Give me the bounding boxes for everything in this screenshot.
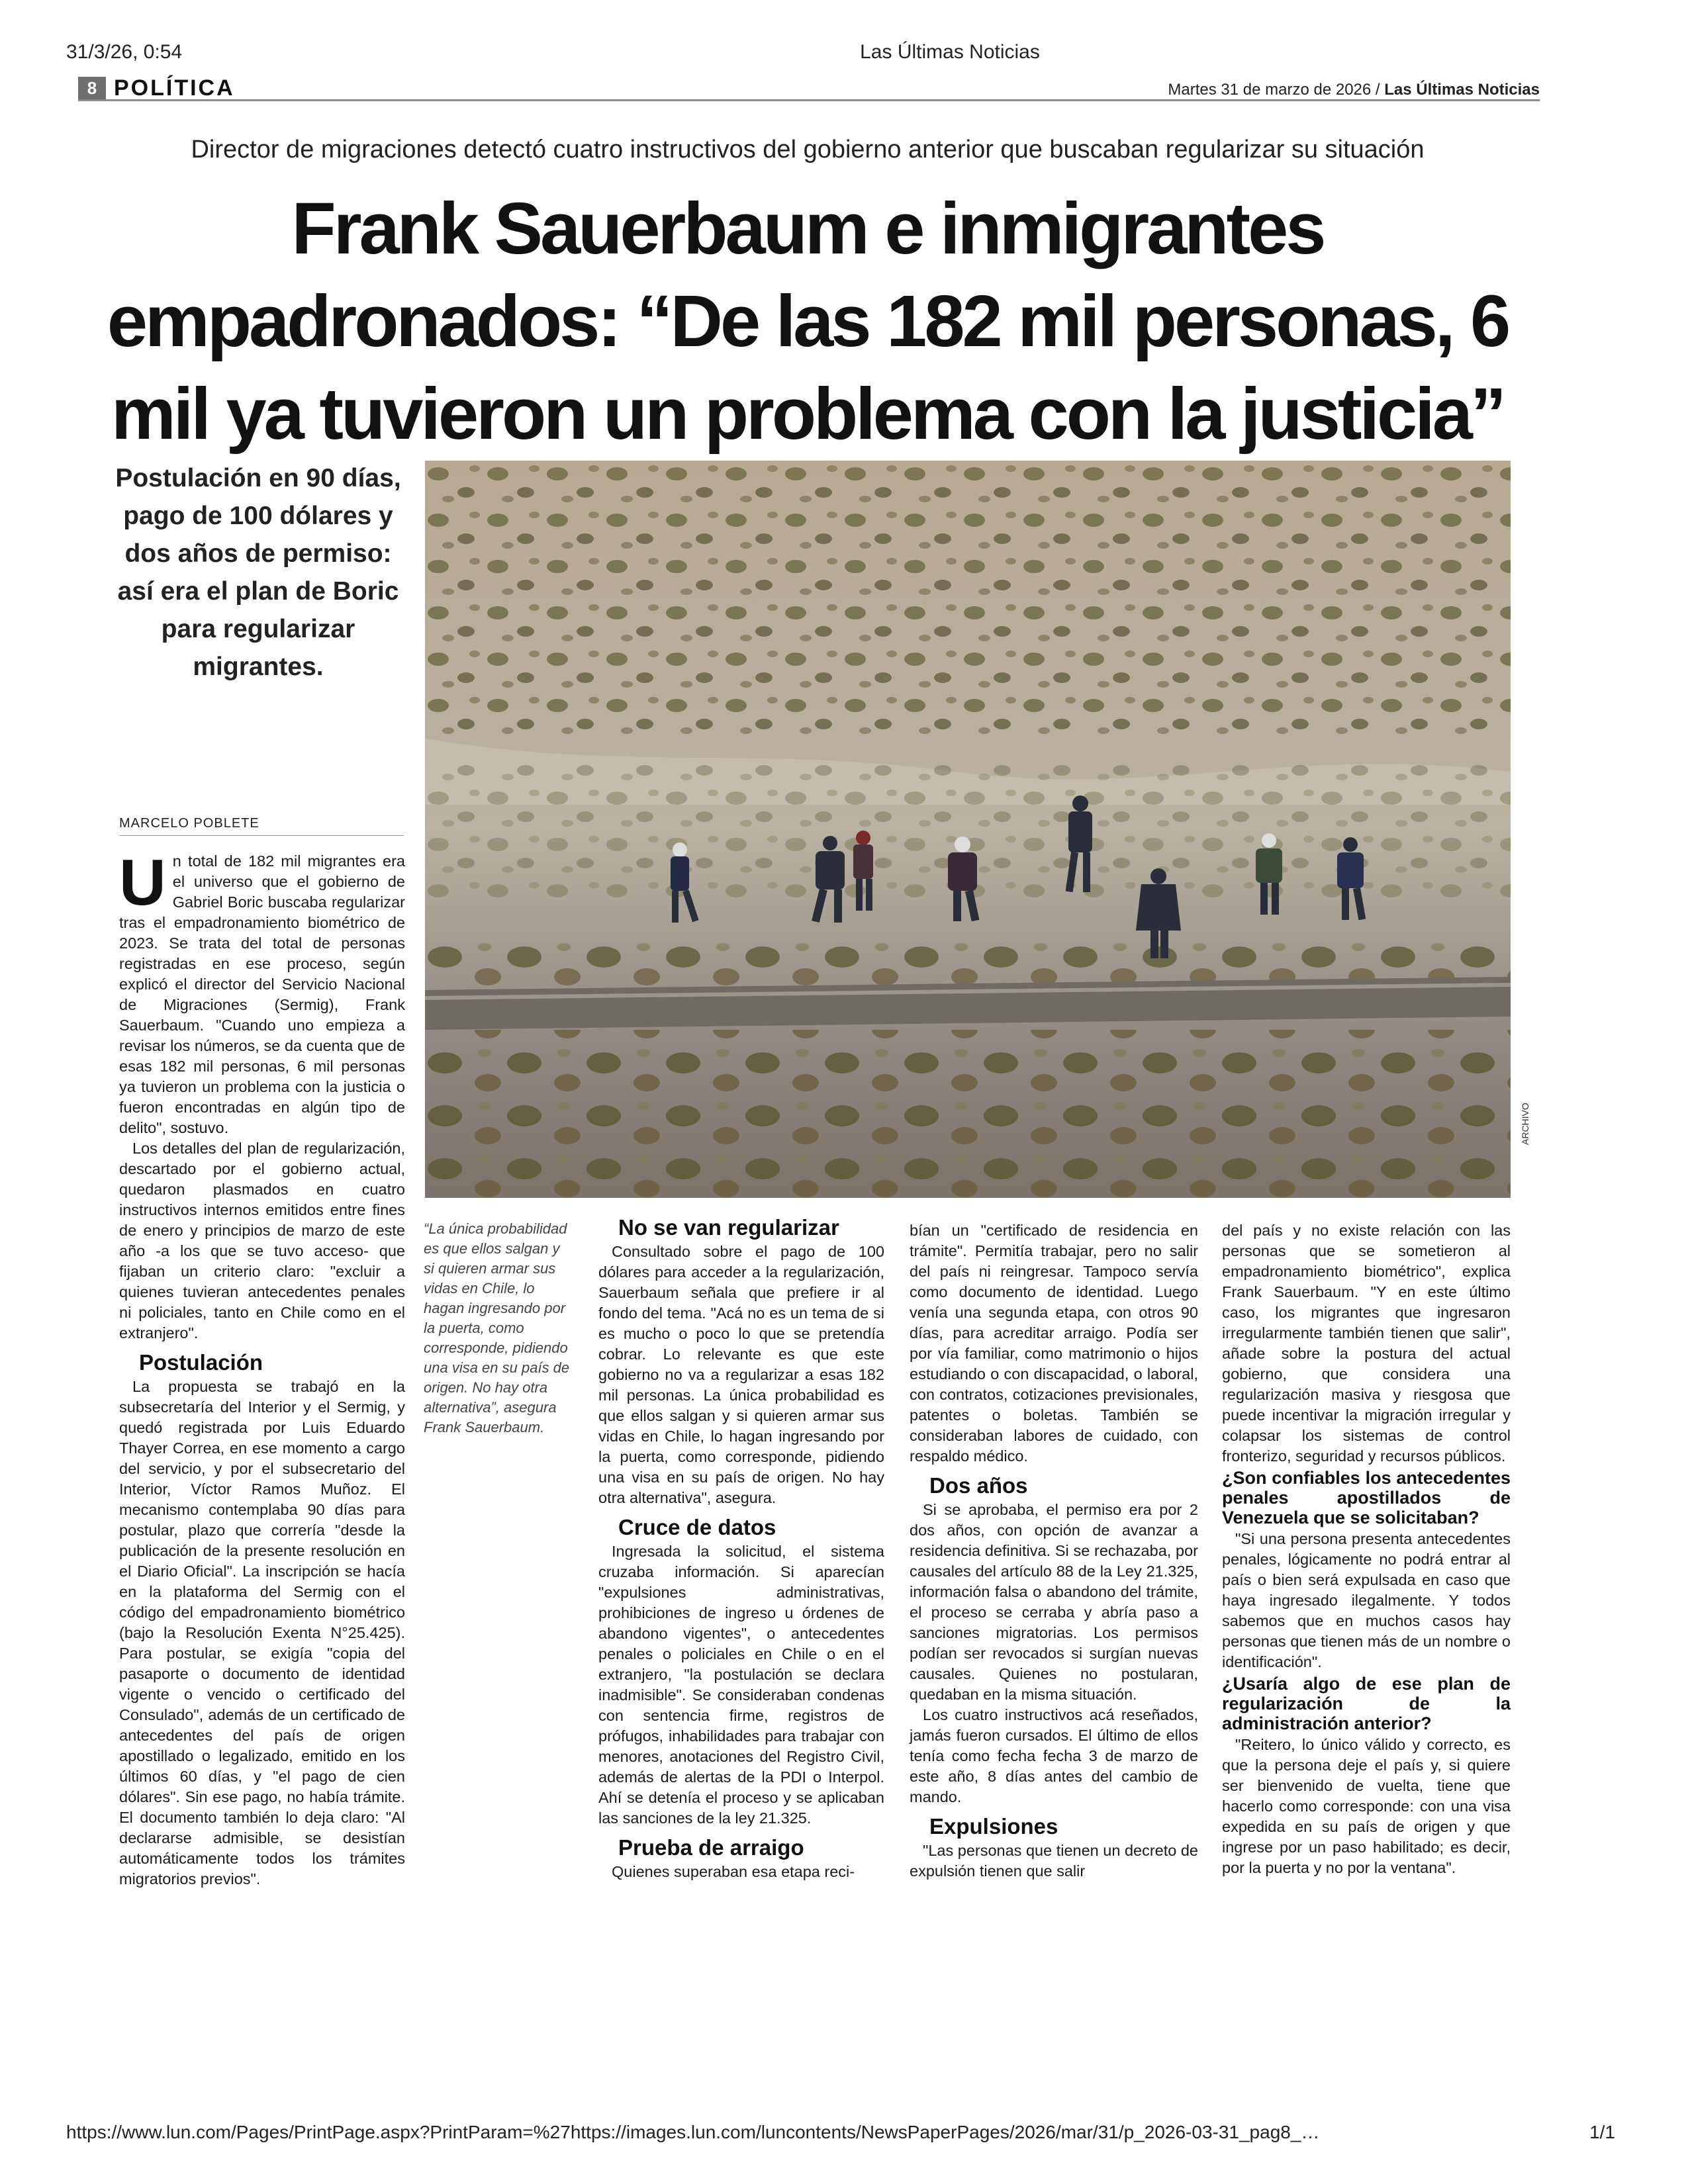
subheading-cruce-de-datos: Cruce de datos: [618, 1515, 776, 1539]
section-name: POLÍTICA: [114, 75, 235, 101]
article-byline: MARCELO POBLETE: [119, 816, 404, 836]
page-number: 8: [78, 77, 106, 99]
paragraph: Los detalles del plan de regularización, descartado por el gobierno actual, quedaron plasmados en cuatro instructivos internos emitidos entre fines de enero y principios de marzo de este año -a los que se tuvo acceso- que fijaban un criterio claro: "excluir a quienes tuvieran antecedentes penales ni policiales, tanto en Chile como en el extranjero".: [119, 1140, 405, 1342]
article-column-3: [910, 1220, 1198, 1882]
print-url: https://www.lun.com/Pages/PrintPage.aspx?PrintParam=%27https://images.lun.com/luncontents/NewsPaperPages/2026/mar/31/p_2026-03-31_pag8_…: [66, 2122, 1320, 2142]
paragraph: del país y no existe relación con las personas que se sometieron al empadronamiento biométrico", explica Frank Sauerbaum. "Y en este último caso, los migrantes que ingresaron irregularmente también tienen que salir", añade sobre la postura del actual gobierno, que considera una regularización masiva y riesgosa que puede incentivar la migración irregular y colapsar los sistemas de control fronterizo, seguridad y recursos públicos.: [1222, 1222, 1511, 1465]
article-column-2: [598, 1215, 884, 1882]
paragraph: Si se aprobaba, el permiso era por 2 dos años, con opción de avanzar a residencia definitiva. Si se rechazaba, por causales del artículo 88 de la Ley 21.325, información falsa o abandono del trámite, el proceso se cerraba y abría paso a sanciones migratorias. Los permisos podían ser revocados si surgían nuevas causales. Quienes no postularan, quedaban en la misma situación.: [910, 1501, 1198, 1703]
paragraph: "Reitero, lo único válido y correcto, es que la persona deje el país y, si quiere ser bienvenido de vuelta, tiene que hacerlo como corresponde: con una visa expedida en su país de origen y que ingrese por un paso habilitado; es decir, por la puerta y no por la ventana".: [1222, 1736, 1511, 1876]
section-bar: [78, 77, 1540, 101]
publication-separator: /: [1375, 81, 1380, 99]
subheading-prueba-de-arraigo: Prueba de arraigo: [618, 1835, 804, 1860]
photo-credit: ARCHIVO: [1520, 1103, 1530, 1145]
print-page-count: 1/1: [1589, 2122, 1615, 2142]
paragraph: "Las personas que tienen un decreto de expulsión tienen que salir: [910, 1842, 1198, 1880]
subheading-no-se-van-regularizar: No se van regularizar: [618, 1215, 839, 1240]
paragraph: Consultado sobre el pago de 100 dólares para acceder a la regularización, Sauerbaum señala que prefiere ir al fondo del tema. "Acá no es un tema de si es mucho o poco lo que se pretendía cobrar. Lo relevante es que este gobierno no va a regularizar a esas 182 mil personas. La única probabilidad es que ellos salgan y si quieren armar sus vidas en Chile, lo hagan ingresando por la puerta, como corresponde, pidiendo una visa en su país de origen. No hay otra alternativa", asegura.: [598, 1243, 884, 1506]
article-kicker: Director de migraciones detectó cuatro instructivos del gobierno anterior que buscaban regularizar su situación: [191, 136, 1425, 163]
article-photo: [425, 461, 1511, 1198]
subheading-dos-anos: Dos años: [929, 1473, 1028, 1498]
print-site-title: Las Últimas Noticias: [860, 41, 1040, 63]
paragraph: bían un "certificado de residencia en trámite". Permitía trabajar, pero no salir del país ni reingresar. Tampoco servía como documento de identidad. Luego venía una segunda etapa, con otros 90 días, para acreditar arraigo. Podía ser por vía familiar, como matrimonio o hijos estudiando o con discapacidad, o laboral, con contratos, cotizaciones previsionales, patentes o boletas. También se consideraban labores de cuidado, con respaldo médico.: [910, 1222, 1198, 1465]
article-headline: Frank Sauerbaum e inmigrantes empadronados: “De las 182 mil personas, 6 mil ya tuvieron un problema con la justicia”: [107, 188, 1509, 455]
pull-quote: “La única probabilidad es que ellos salgan y si quieren armar sus vidas en Chile, lo hagan ingresando por la puerta, como corresponde, pidiendo una visa en su país de origen. No hay otra alternativa”, asegura Frank Sauerbaum.: [424, 1220, 570, 1435]
subheading-postulacion: Postulación: [139, 1350, 263, 1375]
interview-question-1: ¿Son confiables los antecedentes penales apostillados de Venezuela que se solicitaban?: [1222, 1468, 1511, 1527]
publication-name: Las Últimas Noticias: [1384, 81, 1540, 99]
drop-cap: U: [119, 846, 166, 919]
print-datetime: 31/3/26, 0:54: [66, 41, 183, 63]
article-column-4: [1222, 1220, 1511, 1878]
paragraph: "Si una persona presenta antecedentes penales, lógicamente no podrá entrar al país o bien será expulsada en caso que haya ingresado ilegalmente. Y todos sabemos que en muchos casos hay personas que tienen más de un nombre o identificación".: [1222, 1530, 1511, 1670]
article-deck: Postulación en 90 días, pago de 100 dólares y dos años de permiso: así era el plan de Boric para regularizar migrantes.: [115, 464, 401, 681]
paragraph: n total de 182 mil migrantes era el universo que el gobierno de Gabriel Boric buscaba regularizar tras el empadronamiento biométrico de 2023. Se trata del total de personas registradas en ese proceso, según explicó el director del Servicio Nacional de Migraciones (Sermig), Frank Sauerbaum. "Cuando uno empieza a revisar los números, se da cuenta que de esas 182 mil personas, 6 mil personas ya tuvieron un problema con la justicia o fueron encontradas en algún tipo de delito", sostuvo.: [119, 852, 405, 1136]
article-column-1: [119, 846, 405, 1889]
subheading-expulsiones: Expulsiones: [929, 1814, 1058, 1839]
interview-question-2: ¿Usaría algo de ese plan de regularización de la administración anterior?: [1222, 1674, 1511, 1733]
publication-date: Martes 31 de marzo de 2026: [1168, 81, 1372, 99]
desert-migrants-photo: [425, 461, 1511, 1198]
paragraph: Quienes superaban esa etapa reci-: [612, 1863, 855, 1880]
paragraph: Los cuatro instructivos acá reseñados, jamás fueron cursados. El último de ellos tenía como fecha fecha 3 de marzo de este año, 8 días antes del cambio de mando.: [910, 1706, 1198, 1805]
paragraph: La propuesta se trabajó en la subsecretaría del Interior y el Sermig, y quedó registrada por Luis Eduardo Thayer Correa, en ese momento a cargo del servicio, y por el subsecretario del Interior, Víctor Ramos Muñoz. El mecanismo contemplaba 90 días para postular, plazo que correría "desde la publicación de la presente resolución en el Diario Oficial". La inscripción se hacía en la plataforma del Sermig con el código del empadronamiento biométrico (bajo la Resolución Exenta N°25.425). Para postular, se exigía "copia del pasaporte o documento de identidad vigente o vencido o certificado del Consulado", además de un certificado de antecedentes del país de origen apostillado o legalizado, emitido en los últimos 60 días, y "el pago de cien dólares". Sin ese pago, no había trámite. El documento también lo deja claro: "Al declararse admisible, se desistían automáticamente todos los trámites migratorios previos".: [119, 1378, 405, 1888]
paragraph: Ingresada la solicitud, el sistema cruzaba información. Si aparecían "expulsiones administrativas, prohibiciones de ingreso u órdenes de abandono vigentes", o antecedentes penales o policiales en Chile o en el extranjero, "la postulación se declara inadmisible". Se consideraban condenas con sentencia firme, registros de prófugos, inhabilidades para trabajar con menores, anotaciones del Registro Civil, además de alertas de la PDI o Interpol. Ahí se detenía el proceso y se aplicaban las sanciones de la ley 21.325.: [598, 1543, 884, 1827]
print-footer: [66, 2122, 1615, 2143]
publication-date-line: [1168, 81, 1540, 99]
